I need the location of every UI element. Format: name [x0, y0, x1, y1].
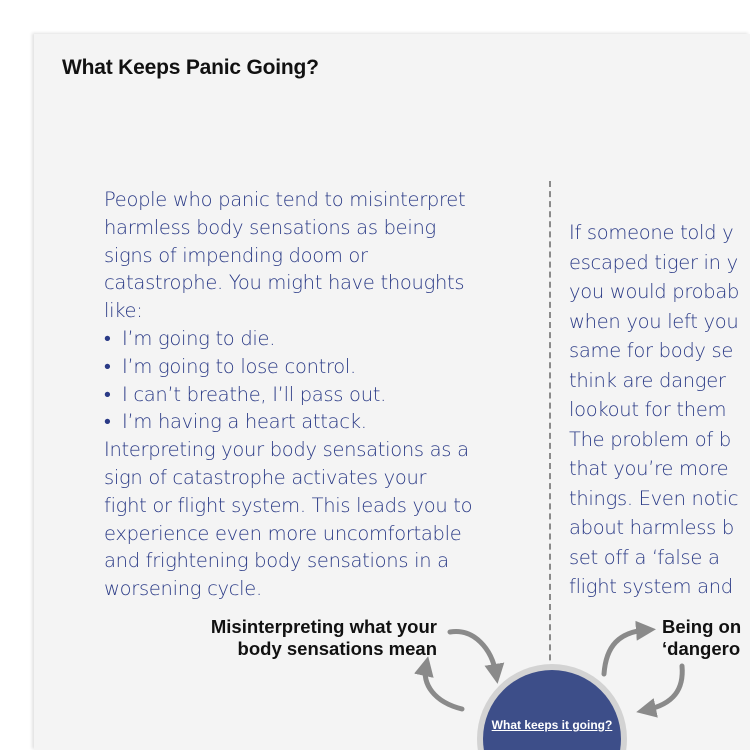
thought-item: • I’m having a heart attack. — [104, 408, 544, 436]
right-line: about harmless b — [569, 516, 734, 539]
intro-line: People who panic tend to misinterpret — [104, 188, 466, 211]
outro-line: fight or flight system. This leads you to — [104, 493, 473, 517]
outro-line: experience even more uncomfortable — [104, 521, 462, 545]
cycle-label-line: Misinterpreting what your — [210, 616, 437, 637]
right-line: flight system and — [569, 575, 733, 598]
intro-line: signs of impending doom or — [104, 243, 368, 267]
right-line: If someone told y — [569, 221, 734, 244]
right-column-text — [569, 218, 750, 602]
right-line: that you’re more — [569, 457, 729, 480]
column-divider — [549, 181, 551, 741]
cycle-center-link[interactable]: What keeps it going? — [491, 718, 613, 732]
right-line: lookout for them — [569, 398, 727, 421]
cycle-center-circle — [483, 670, 621, 750]
intro-line: harmless body sensations as being — [104, 215, 436, 239]
outro-paragraph — [104, 436, 544, 603]
right-line: set off a ‘false a — [569, 545, 720, 569]
right-line: when you left you — [569, 309, 739, 333]
page-title: What Keeps Panic Going? — [62, 56, 319, 79]
outro-line: worsening cycle. — [104, 577, 262, 601]
thought-list — [104, 325, 544, 436]
arrow-bottom-left-icon — [425, 666, 462, 709]
right-line: The problem of b — [569, 427, 731, 451]
arrow-bottom-right-icon — [646, 666, 682, 710]
cycle-label-line: Being on — [662, 616, 742, 637]
right-line: same for body se — [569, 339, 734, 362]
outro-line: and frightening body sensations in a — [104, 549, 449, 573]
cycle-label-being-on — [662, 616, 741, 660]
cycle-center-ring — [477, 664, 627, 750]
outro-line: sign of catastrophe activates your — [104, 465, 427, 489]
right-line: you would probab — [569, 280, 740, 303]
cycle-label-line: ‘dangero — [662, 638, 741, 659]
right-line: things. Even notic — [569, 486, 739, 510]
right-line: think are danger — [569, 368, 726, 392]
worksheet-page — [34, 34, 750, 750]
intro-line: like: — [104, 299, 143, 323]
thought-item: • I can’t breathe, I’ll pass out. — [104, 381, 544, 409]
arrow-top-right-icon — [604, 630, 646, 674]
thought-item: • I’m going to die. — [104, 325, 544, 353]
left-column-text — [104, 186, 544, 603]
cycle-label-line: body sensations mean — [237, 638, 437, 659]
cycle-label-misinterpreting — [211, 616, 437, 660]
right-line: escaped tiger in y — [569, 250, 738, 274]
thought-item: • I’m going to lose control. — [104, 353, 544, 381]
intro-line: catastrophe. You might have thoughts — [104, 271, 465, 295]
outro-line: Interpreting your body sensations as a — [104, 438, 469, 462]
intro-paragraph — [104, 186, 544, 325]
arrow-top-left-icon — [450, 632, 496, 674]
